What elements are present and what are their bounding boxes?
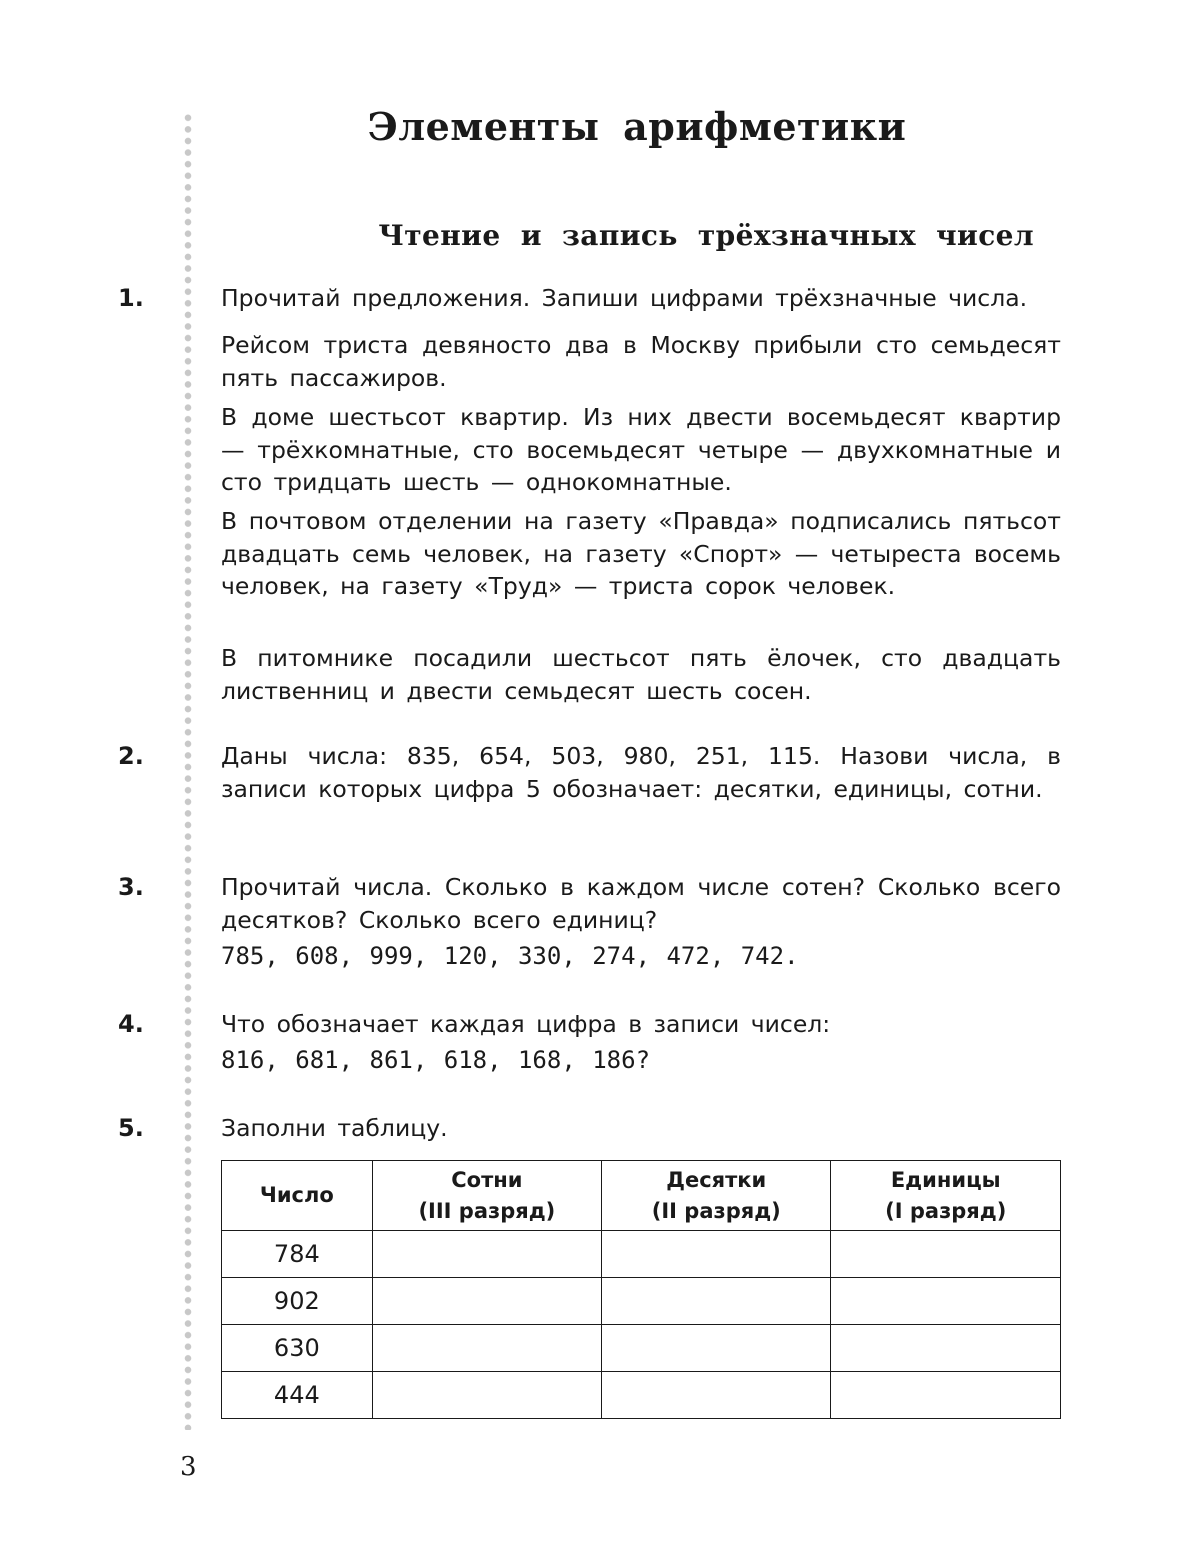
- exercise-4-text: Что обозначает каждая цифра в записи чисел:: [221, 1010, 831, 1038]
- row-number: 444: [222, 1372, 373, 1419]
- table-header-row: [222, 1161, 1061, 1231]
- section-title: Чтение и запись трёхзначных чисел: [378, 219, 1034, 252]
- header-hundreds: [372, 1161, 601, 1231]
- exercise-2-text: Даны числа: 835, 654, 503, 980, 251, 115. Назови числа, в записи которых цифра 5 обозначает: десятки, единицы, сотни.: [221, 742, 1061, 803]
- row-number: 630: [222, 1325, 373, 1372]
- header-number-label: Число: [259, 1183, 334, 1207]
- exercise-5-number: 5.: [118, 1114, 144, 1142]
- table-row: [222, 1372, 1061, 1419]
- header-tens-rank: (II разряд): [651, 1198, 781, 1223]
- exercise-3-text: Прочитай числа. Сколько в каждом числе сотен? Сколько всего десятков? Сколько всего единиц?: [221, 873, 1061, 934]
- header-units: [831, 1161, 1061, 1231]
- units-cell[interactable]: [831, 1372, 1061, 1419]
- row-number: 902: [222, 1278, 373, 1325]
- page-title: Элементы арифметики: [367, 104, 907, 149]
- dotted-margin-line: [184, 112, 192, 1430]
- tens-cell[interactable]: [602, 1278, 831, 1325]
- table-row: [222, 1325, 1061, 1372]
- header-number: [222, 1161, 373, 1231]
- units-cell[interactable]: [831, 1278, 1061, 1325]
- header-units-label: Единицы: [890, 1167, 1001, 1192]
- exercise-1-sentence-3: В почтовом отделении на газету «Правда» подписались пятьсот двадцать семь человек, на газету «Спорт» — четыреста восемь человек, на газету «Труд» — триста сорок человек.: [221, 507, 1061, 600]
- table-row: [222, 1231, 1061, 1278]
- page-number: 3: [180, 1452, 197, 1482]
- header-hundreds-label: Сотни: [451, 1167, 523, 1192]
- units-cell[interactable]: [831, 1325, 1061, 1372]
- exercise-3-numbers: 785, 608, 999, 120, 330, 274, 472, 742.: [221, 942, 799, 970]
- tens-cell[interactable]: [602, 1231, 831, 1278]
- tens-cell[interactable]: [602, 1325, 831, 1372]
- exercise-1-number: 1.: [118, 284, 144, 312]
- exercise-1-sentence-4: В питомнике посадили шестьсот пять ёлочек, сто двадцать лиственниц и двести семьдесят шесть сосен.: [221, 644, 1061, 705]
- header-tens-label: Десятки: [666, 1167, 767, 1192]
- hundreds-cell[interactable]: [372, 1372, 601, 1419]
- header-hundreds-rank: (III разряд): [418, 1198, 556, 1223]
- place-value-table: [221, 1160, 1061, 1419]
- tens-cell[interactable]: [602, 1372, 831, 1419]
- exercise-1-instruction: Прочитай предложения. Запиши цифрами трёхзначные числа.: [221, 284, 1028, 312]
- exercise-1-sentence-2: В доме шестьсот квартир. Из них двести восемьдесят квартир — трёхкомнатные, сто восемьдесят четыре — двухкомнатные и сто тридцать шесть — однокомнатные.: [221, 403, 1061, 496]
- units-cell[interactable]: [831, 1231, 1061, 1278]
- exercise-1-sentence-1: Рейсом триста девяносто два в Москву прибыли сто семьдесят пять пассажиров.: [221, 331, 1061, 392]
- hundreds-cell[interactable]: [372, 1231, 601, 1278]
- exercise-2-number: 2.: [118, 742, 144, 770]
- hundreds-cell[interactable]: [372, 1278, 601, 1325]
- exercise-3-number: 3.: [118, 873, 144, 901]
- table-row: [222, 1278, 1061, 1325]
- exercise-4-number: 4.: [118, 1010, 144, 1038]
- header-tens: [602, 1161, 831, 1231]
- header-units-rank: (I разряд): [885, 1198, 1007, 1223]
- row-number: 784: [222, 1231, 373, 1278]
- exercise-5-text: Заполни таблицу.: [221, 1114, 448, 1142]
- exercise-4-numbers: 816, 681, 861, 618, 168, 186?: [221, 1046, 651, 1074]
- hundreds-cell[interactable]: [372, 1325, 601, 1372]
